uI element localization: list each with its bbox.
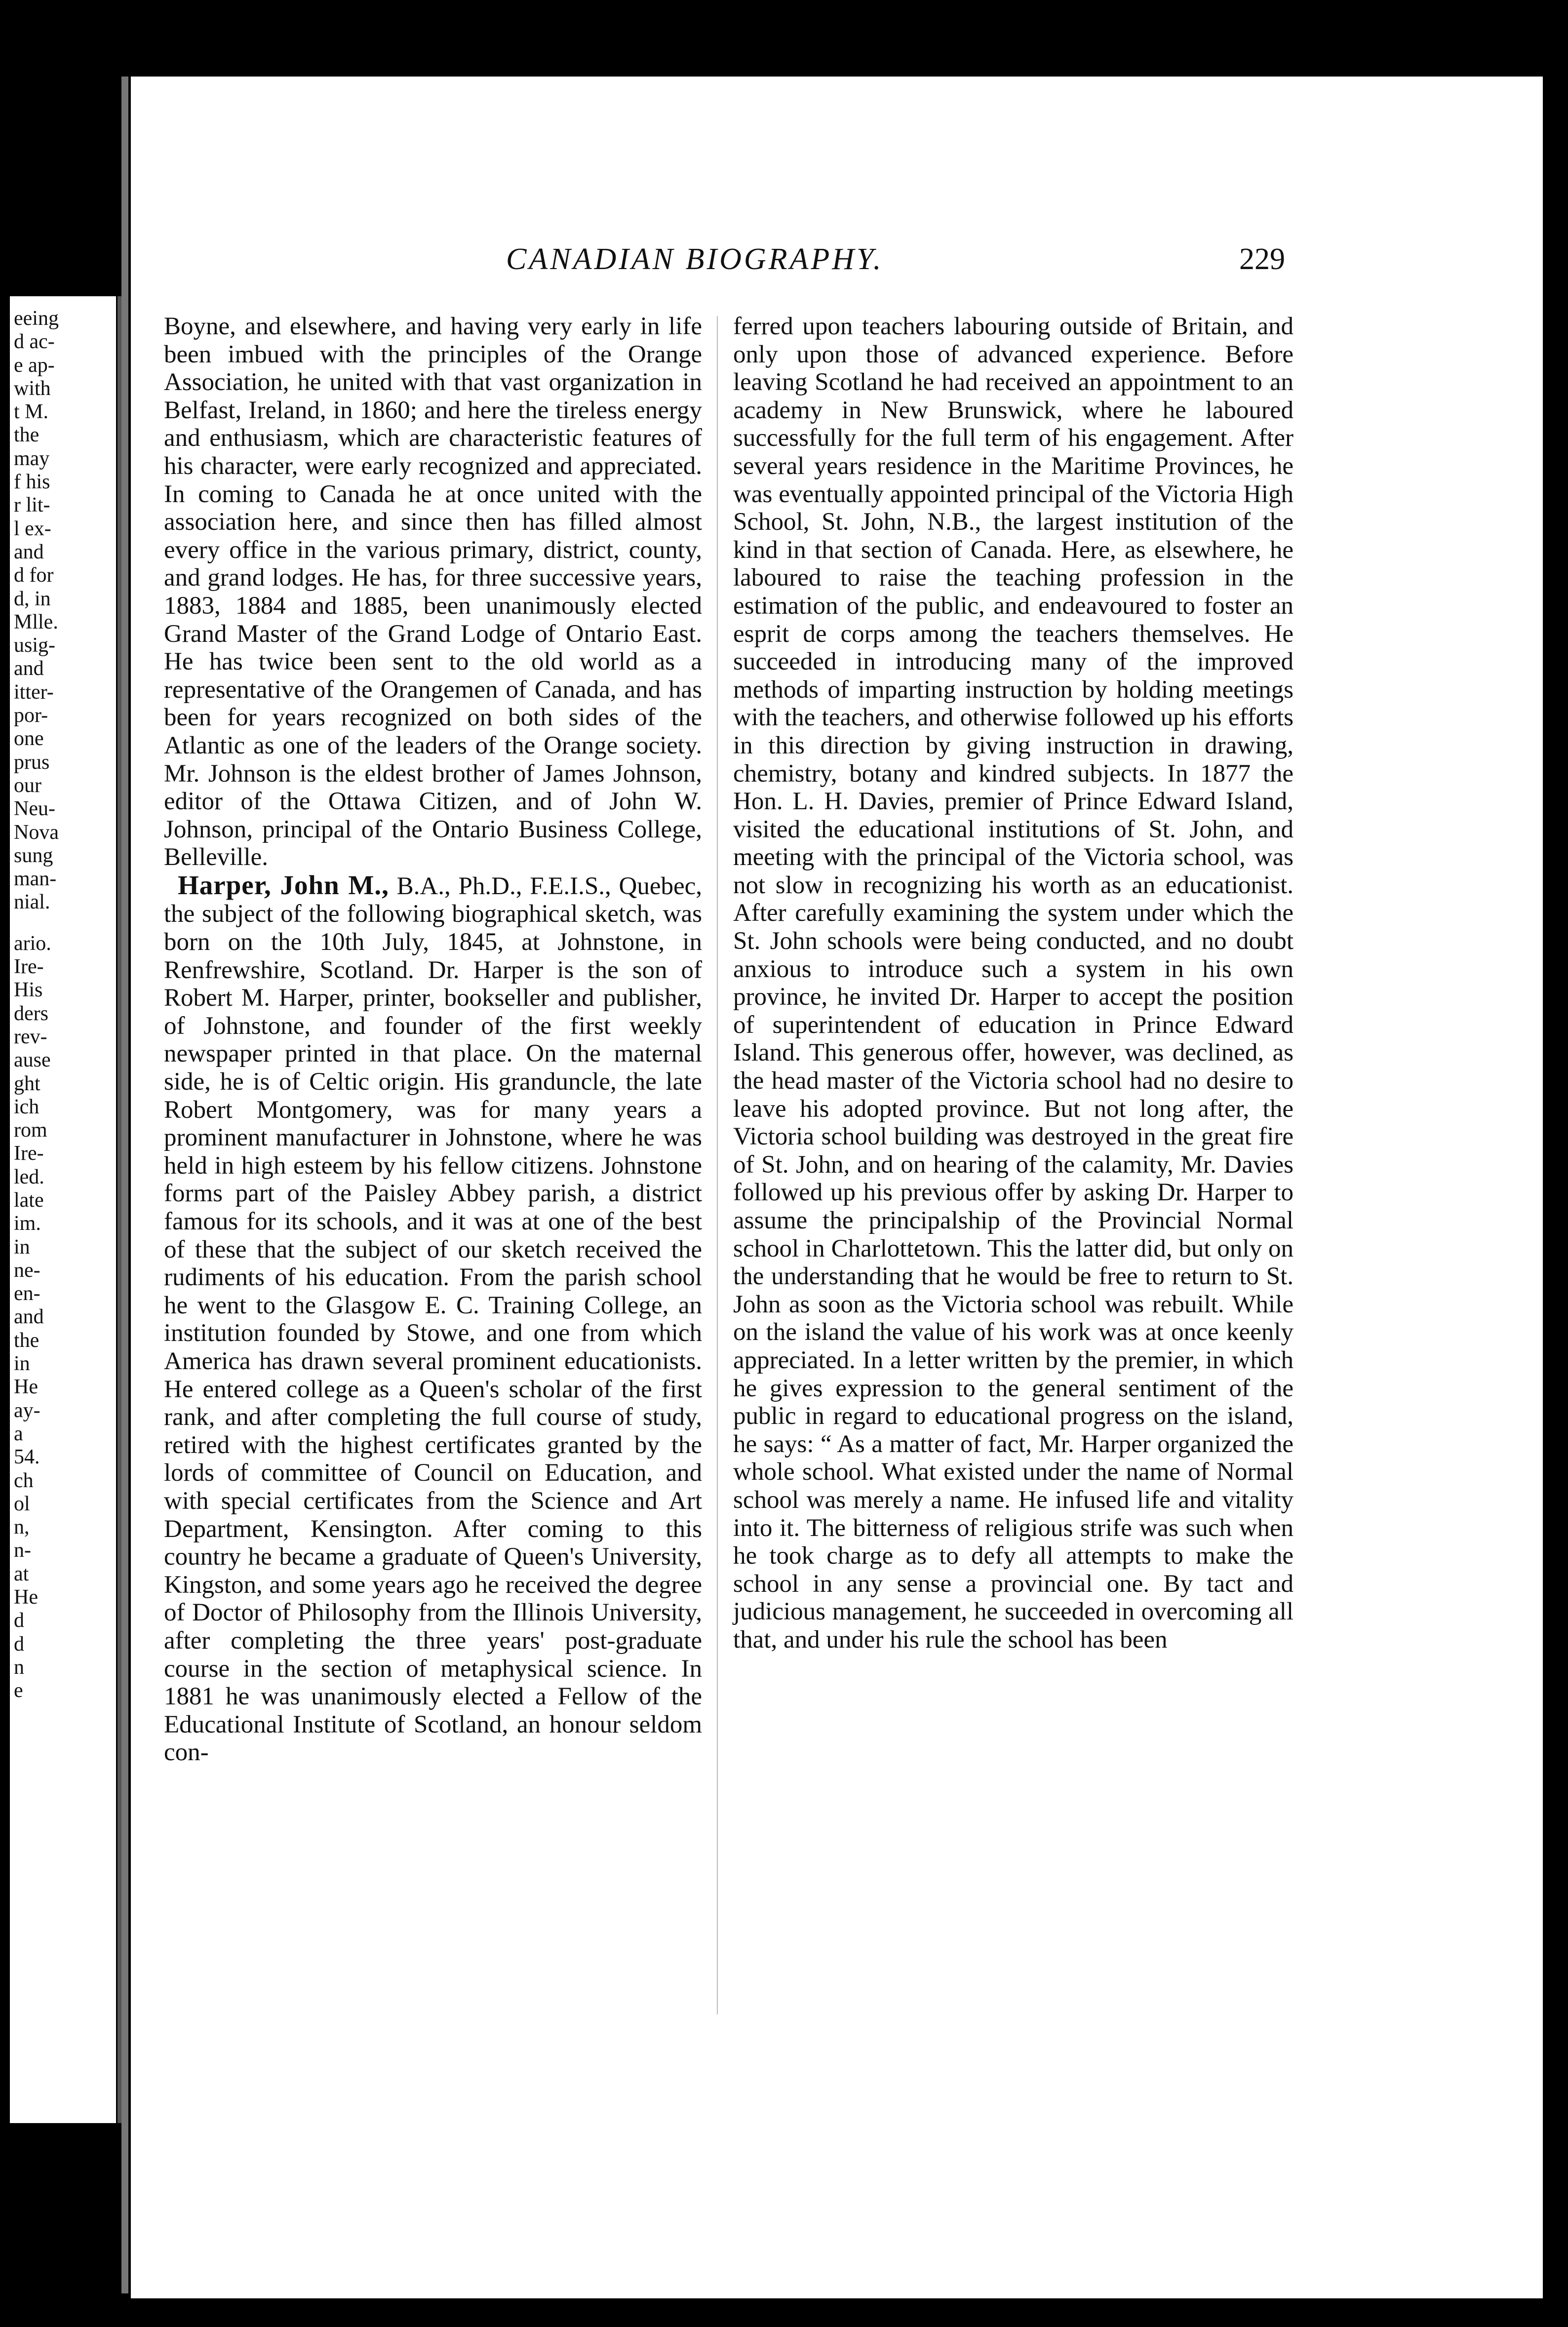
facing-page-fragment: and <box>14 540 44 563</box>
facing-page-fragment: ol <box>14 1492 30 1515</box>
facing-page-fragment: late <box>14 1188 44 1212</box>
facing-page-fragment: d <box>14 1609 24 1632</box>
facing-page-fragment: l ex- <box>14 517 51 540</box>
facing-page-fragment: itter- <box>14 680 54 704</box>
facing-page-fragment: por- <box>14 704 48 727</box>
right-column <box>733 313 1294 1654</box>
facing-page-fragment: ario. <box>14 932 51 955</box>
facing-page-fragment: n <box>14 1656 24 1679</box>
page-number: 229 <box>1239 242 1285 276</box>
facing-page-fragment: Ire- <box>14 955 44 979</box>
facing-page-fragment: nial. <box>14 891 50 914</box>
facing-page-fragment: the <box>14 424 39 447</box>
facing-page-fragment: at <box>14 1562 29 1585</box>
facing-page-fragment: Nova <box>14 821 59 844</box>
facing-page-fragment: ause <box>14 1049 51 1072</box>
facing-page-fragment: He <box>14 1586 38 1609</box>
facing-page-fragment: im. <box>14 1212 41 1235</box>
facing-page-fragment: 54. <box>14 1446 40 1469</box>
facing-page-fragments <box>14 307 113 1703</box>
page-edge <box>121 77 128 2293</box>
facing-page-fragment: with <box>14 377 51 400</box>
facing-page-fragment: e ap- <box>14 354 55 377</box>
facing-page-fragment: may <box>14 447 50 470</box>
gutter-shadow <box>118 296 121 2123</box>
facing-page-fragment: d, in <box>14 587 51 610</box>
facing-page-fragment: He <box>14 1376 38 1399</box>
facing-page-fragment: r lit- <box>14 494 50 517</box>
entry-harper-text: B.A., Ph.D., F.E.I.S., Quebec, the subject of the following biographical sketch, was born on the 10th July, 1845, at Johnstone, in Renfrewshire, Scotland. Dr. Harper is the son of Robert M. Harper, printer, bookseller and publisher, of Johnstone, and founder of the first weekly newspaper printed in that place. On the maternal side, he is of Celtic origin. His granduncle, the late Robert Montgomery, was for many years a prominent manufacturer in Johnstone, where he was held in high esteem by his fellow citizens. Johnstone forms part of the Paisley Abbey parish, a district famous for its schools, and it was at one of the best of these that the subject of our sketch received the rudiments of his education. From the parish school he went to the Glasgow E. C. Training College, an institution founded by Stowe, and one from which America has drawn several prominent educationists. He entered college as a Queen's scholar of the first rank, and after completing the full course of study, retired with the highest certificates granted by the lords of committee of Council on Education, and with special certificates from the Science and Art Department, Kensington. After coming to this country he became a graduate of Queen's University, Kingston, and some years ago he received the degree of Doctor of Philosophy from the Illinois University, after completing the three years' post-graduate course in the section of metaphysical science. In 1881 he was unanimously elected a Fellow of the Educational Institute of Scotland, an honour seldom con- <box>164 872 702 1767</box>
facing-page-fragment: n, <box>14 1516 30 1539</box>
paragraph-johnson-continued: Boyne, and elsewhere, and having very early in life been imbued with the principles of the Orange Association, he united with that vast organization in Belfast, Ireland, in 1860; and here the tireless energy and enthusiasm, which are characteristic features of his character, were early recognized and appreciated. In coming to Canada he at once united with the association here, and since then has filled almost every office in the various primary, district, county, and grand lodges. He has, for three successive years, 1883, 1884 and 1885, been unanimously elected Grand Master of the Grand Lodge of Ontario East. He has twice been sent to the old world as a representative of the Orangemen of Canada, and has been for years recognized on both sides of the Atlantic as one of the leaders of the Orange society. Mr. Johnson is the eldest brother of James Johnson, editor of the Ottawa Citizen, and of John W. Johnson, principal of the Ontario Business College, Belleville. <box>164 313 702 871</box>
facing-page-fragment: d <box>14 1632 24 1656</box>
facing-page-fragment: and <box>14 657 44 680</box>
facing-page-fragment: in <box>14 1235 30 1259</box>
facing-page-fragment: ders <box>14 1002 48 1025</box>
facing-page-fragment: ne- <box>14 1259 40 1282</box>
facing-page-fragment: en- <box>14 1282 40 1305</box>
facing-page-fragment: n- <box>14 1539 31 1562</box>
facing-page-fragment: usig- <box>14 634 55 657</box>
facing-page-fragment: man- <box>14 868 57 891</box>
facing-page-fragment: a <box>14 1422 23 1445</box>
facing-page-fragment: our <box>14 774 41 797</box>
facing-page-fragment: rom <box>14 1119 47 1142</box>
entry-harper <box>164 871 702 1767</box>
facing-page-fragment: sung <box>14 844 53 867</box>
facing-page-fragment: and <box>14 1305 44 1329</box>
entry-name-harper: Harper, John M., <box>178 869 389 900</box>
facing-page-fragment: Ire- <box>14 1142 44 1165</box>
facing-page-fragment: d for <box>14 564 54 587</box>
facing-page-fragment: eeing <box>14 307 59 330</box>
left-column <box>164 313 702 1767</box>
fragment-gap <box>14 914 113 932</box>
facing-page-fragment: d ac- <box>14 330 55 354</box>
running-head: CANADIAN BIOGRAPHY. <box>506 242 884 276</box>
facing-page-fragment: ch <box>14 1469 34 1492</box>
facing-page-fragment: ght <box>14 1072 40 1095</box>
facing-page-fragment: Mlle. <box>14 610 58 633</box>
facing-page-fragment: f his <box>14 471 50 494</box>
paragraph-harper-continued: ferred upon teachers labouring outside of Britain, and only upon those of advanced experience. Before leaving Scotland he had received an appointment to an academy in New Brunswick, where he laboured successfully for the full term of his engagement. After several years residence in the Maritime Provinces, he was eventually appointed principal of the Victoria High School, St. John, N.B., the largest institution of the kind in that section of Canada. Here, as elsewhere, he laboured to raise the teaching profession in the estimation of the public, and endeavoured to foster an esprit de corps among the teachers themselves. He succeeded in introducing many of the improved methods of imparting instruction by holding meetings with the teachers, and otherwise followed up his efforts in this direction by giving instruction in drawing, chemistry, botany and kindred subjects. In 1877 the Hon. L. H. Davies, premier of Prince Edward Island, visited the educational institutions of St. John, and meeting with the principal of the Victoria school, was not slow in recognizing his worth as an educationist. After carefully examining the system under which the St. John schools were being conducted, and no doubt anxious to introduce such a system in his own province, he invited Dr. Harper to accept the position of superintendent of education in Prince Edward Island. This generous offer, however, was declined, as the head master of the Victoria school had no desire to leave his adopted province. But not long after, the Victoria school building was destroyed in the great fire of St. John, and on hearing of the calamity, Mr. Davies followed up his previous offer by asking Dr. Harper to assume the principalship of the Provincial Normal school in Charlottetown. This the latter did, but only on the understanding that he would be free to return to St. John as soon as the Victoria school was rebuilt. While on the island the value of his work was at once keenly appreciated. In a letter written by the premier, in which he gives expression to the general sentiment of the public in regard to educational progress on the island, he says: “ As a matter of fact, Mr. Harper organized the whole school. What existed under the name of Normal school was merely a name. He infused life and vitality into it. The bitterness of religious strife was such when he took charge as to defy all attempts to make the school in any sense a provincial one. By tact and judicious management, he succeeded in overcoming all that, and under his rule the school has been <box>733 313 1294 1654</box>
facing-page-fragment: t M. <box>14 400 49 424</box>
facing-page-fragment: prus <box>14 750 50 774</box>
facing-page-fragment: rev- <box>14 1025 47 1048</box>
facing-page-fragment: in <box>14 1352 30 1376</box>
column-divider <box>717 316 718 2014</box>
facing-page-fragment: the <box>14 1329 39 1352</box>
facing-page-fragment: led. <box>14 1165 44 1188</box>
facing-page-fragment: ich <box>14 1095 39 1118</box>
facing-page-fragment: His <box>14 979 43 1002</box>
facing-page-fragment: e <box>14 1679 23 1702</box>
facing-page-fragment: Neu- <box>14 797 55 821</box>
facing-page-fragment: ay- <box>14 1399 40 1422</box>
facing-page-fragment: one <box>14 727 44 750</box>
